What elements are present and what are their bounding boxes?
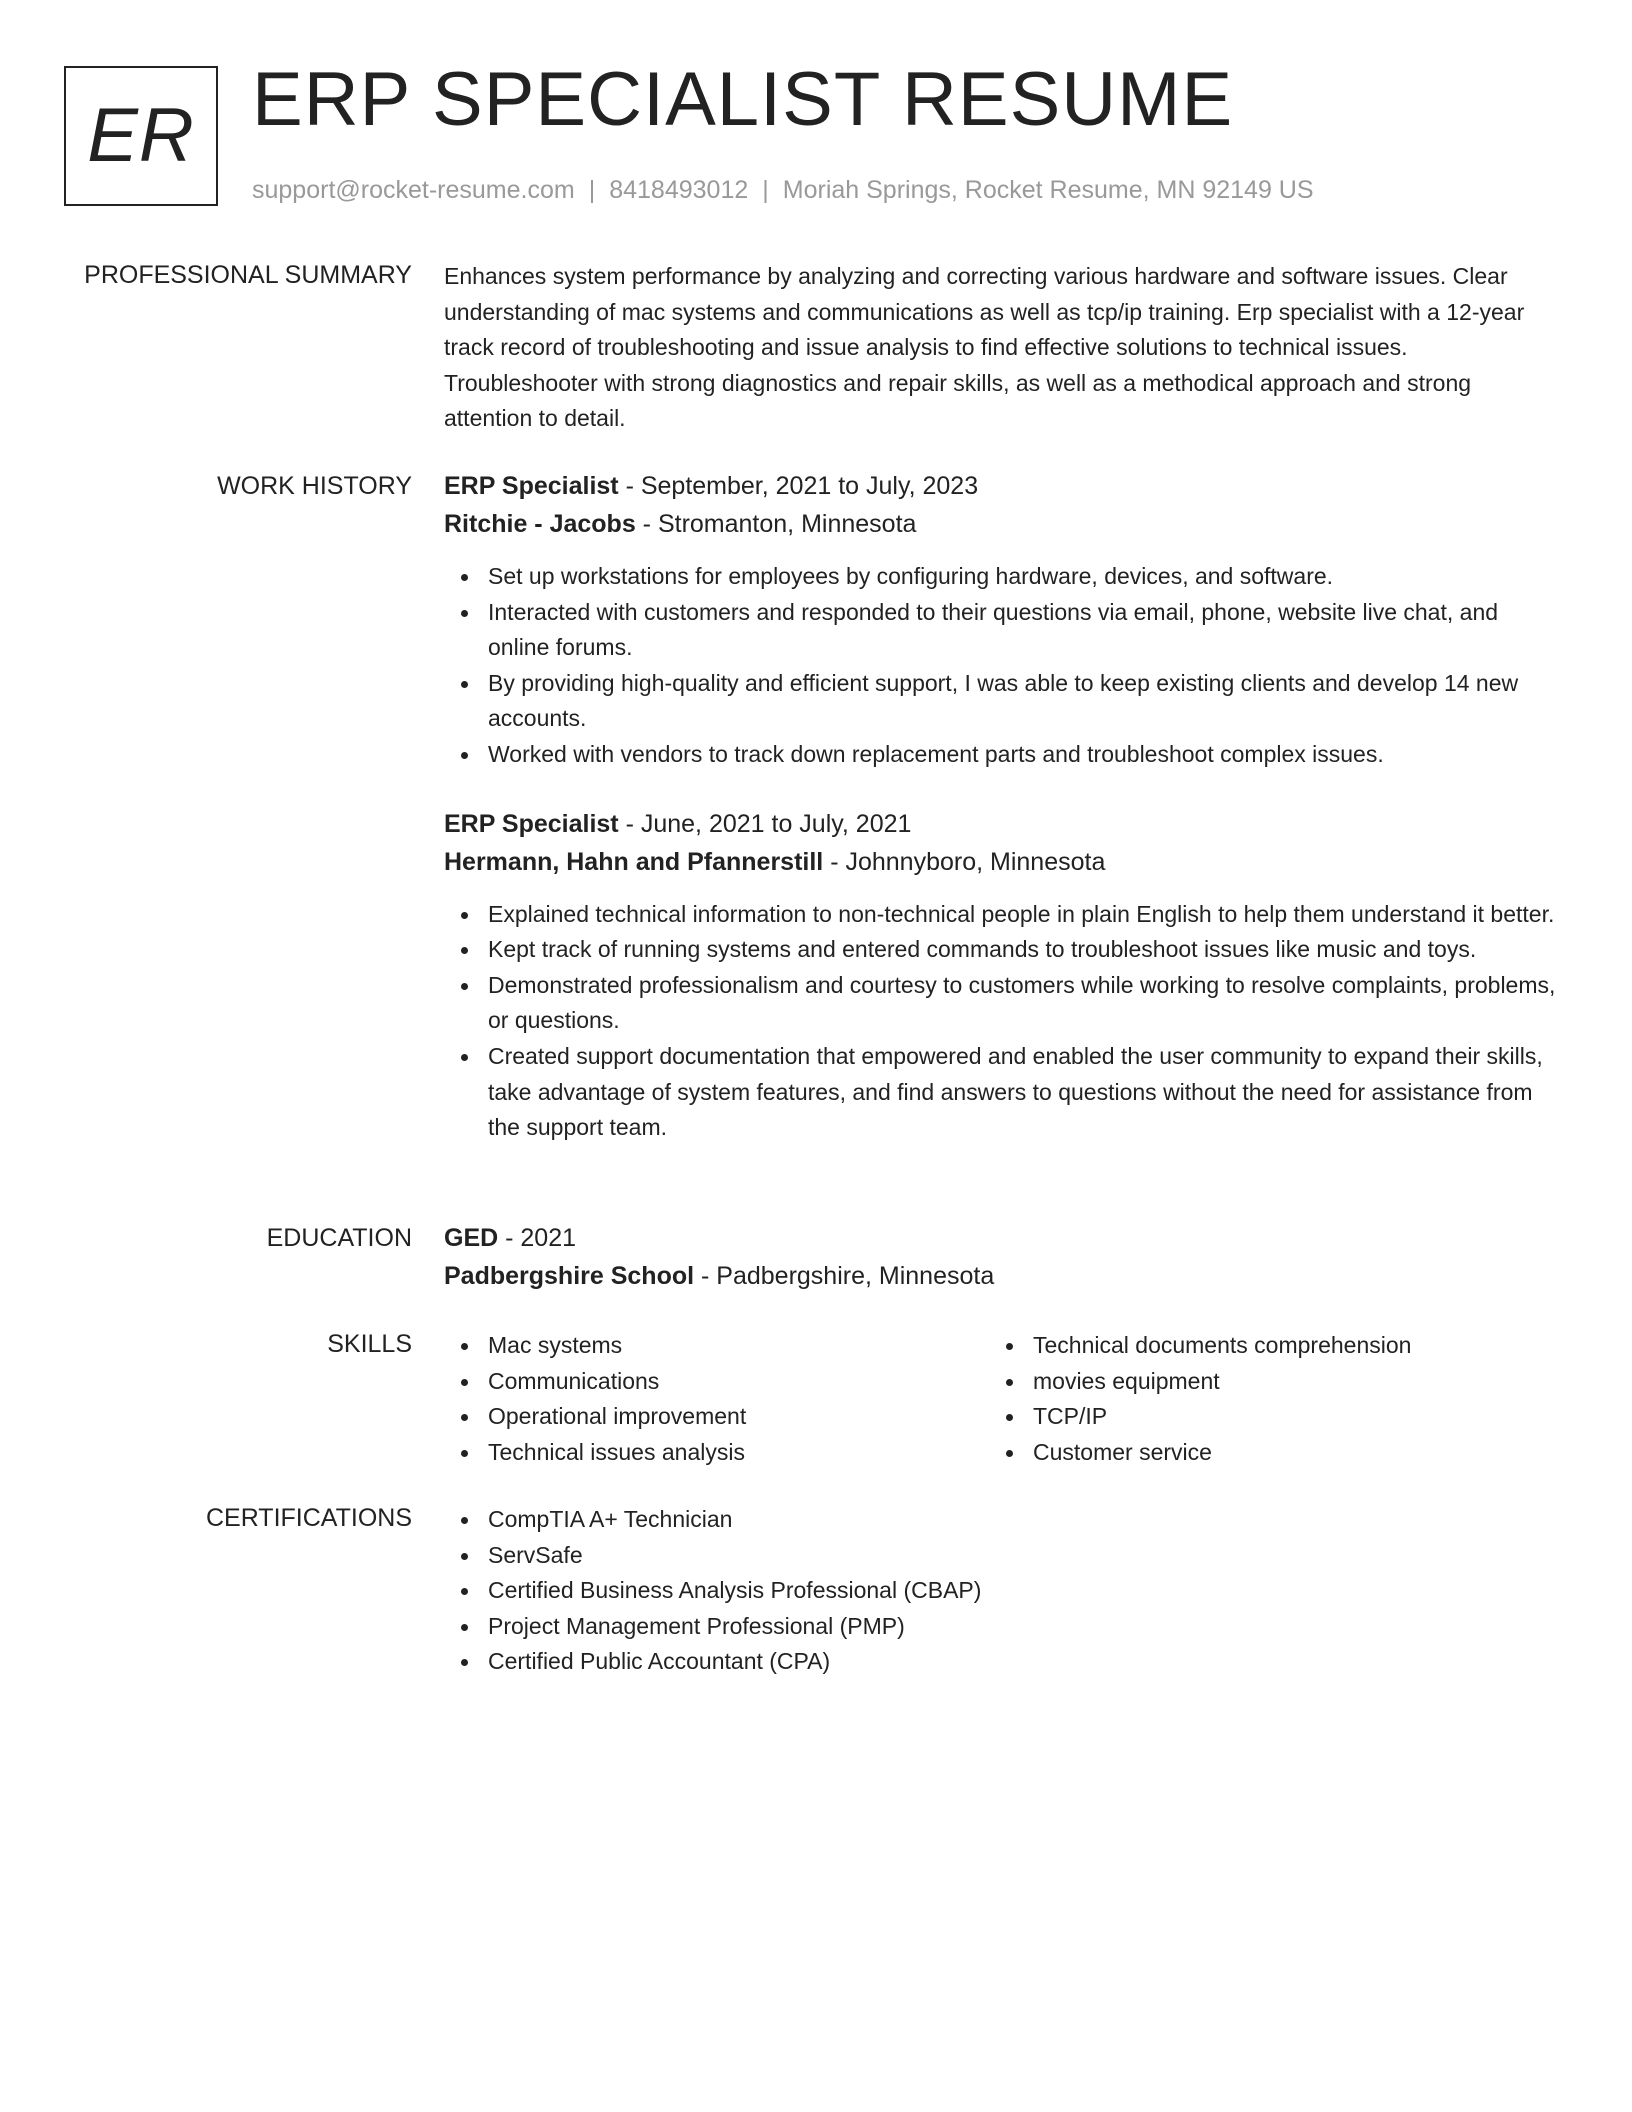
- job-company: Ritchie - Jacobs: [444, 510, 636, 538]
- skills-list-right: [989, 1328, 1534, 1470]
- job-bullet: Worked with vendors to track down replacement parts and troubleshoot complex issues.: [444, 737, 1556, 773]
- section-heading-education: EDUCATION: [266, 1224, 412, 1252]
- job-company: Hermann, Hahn and Pfannerstill: [444, 847, 824, 876]
- contact-separator: |: [588, 176, 596, 204]
- job-bullets: [444, 897, 1556, 1146]
- section-heading-certifications: CERTIFICATIONS: [205, 1504, 412, 1532]
- skill-item: Customer service: [989, 1435, 1534, 1471]
- section-heading-work-history: WORK HISTORY: [217, 472, 412, 500]
- skill-item: movies equipment: [989, 1364, 1534, 1400]
- job-title: ERP Specialist: [444, 472, 619, 500]
- job-dates: - September, 2021 to July, 2023: [618, 472, 979, 500]
- job-entry: [444, 805, 1556, 1146]
- certification-item: Certified Business Analysis Professional (CBAP): [444, 1573, 1556, 1609]
- certification-item: Project Management Professional (PMP): [444, 1609, 1556, 1645]
- education-degree-line: [444, 1219, 1556, 1257]
- skill-item: TCP/IP: [989, 1399, 1534, 1435]
- certification-item: CompTIA A+ Technician: [444, 1502, 1556, 1538]
- contact-separator: |: [762, 176, 769, 204]
- job-bullet: Demonstrated professionalism and courtesy to customers while working to resolve complaints, problems, or questions.: [444, 968, 1556, 1039]
- skill-item: Operational improvement: [444, 1399, 989, 1435]
- certifications-list: [444, 1502, 1556, 1680]
- section-heading-skills: SKILLS: [327, 1330, 412, 1358]
- job-dates: - June, 2021 to July, 2021: [618, 809, 912, 838]
- job-bullet: Explained technical information to non-technical people in plain English to help them understand it better.: [444, 897, 1556, 933]
- contact-email[interactable]: support@rocket-resume.com: [252, 176, 575, 204]
- job-location: - Johnnyboro, Minnesota: [823, 847, 1106, 876]
- certification-item: Certified Public Accountant (CPA): [444, 1644, 1556, 1680]
- job-title: ERP Specialist: [444, 809, 619, 838]
- skills-list-left: [444, 1328, 989, 1470]
- contact-phone[interactable]: 8418493012: [609, 176, 749, 204]
- job-entry: [444, 467, 1556, 773]
- skills-grid: [444, 1328, 1556, 1470]
- monogram-box: [64, 66, 218, 206]
- job-location: - Stromanton, Minnesota: [635, 510, 917, 538]
- education-year: - 2021: [498, 1224, 577, 1252]
- monogram-initials: ER: [87, 93, 195, 178]
- section-heading-summary: PROFESSIONAL SUMMARY: [84, 261, 412, 289]
- summary-text: Enhances system performance by analyzing and correcting various hardware and software issues. Clear understanding of mac systems and communications as well as tcp/ip training. Erp specialist with a 12-year track record of troubleshooting and issue analysis to find effective solutions to technical issues. Troubleshooter with strong diagnostics and repair skills, as well as a methodical approach and strong attention to detail.: [444, 263, 1525, 432]
- education-degree: GED: [444, 1224, 499, 1252]
- skill-item: Mac systems: [444, 1328, 989, 1364]
- education-school: Padbergshire School: [444, 1262, 695, 1290]
- skill-item: Technical issues analysis: [444, 1435, 989, 1471]
- job-bullet: Created support documentation that empowered and enabled the user community to expand their skills, take advantage of system features, and find answers to questions without the need for assistance from the support team.: [444, 1039, 1556, 1146]
- contact-address: Moriah Springs, Rocket Resume, MN 92149 US: [782, 176, 1314, 204]
- skill-item: Technical documents comprehension: [989, 1328, 1534, 1364]
- job-company-line: [444, 505, 1556, 543]
- job-bullet: Set up workstations for employees by configuring hardware, devices, and software.: [444, 559, 1556, 595]
- job-bullets: [444, 559, 1556, 773]
- job-company-line: [444, 843, 1556, 881]
- education-school-line: [444, 1257, 1556, 1295]
- skill-item: Communications: [444, 1364, 989, 1400]
- resume-title: ERP SPECIALIST RESUME: [252, 57, 1234, 142]
- contact-line: [252, 174, 1314, 206]
- education-location: - Padbergshire, Minnesota: [694, 1262, 995, 1290]
- job-bullet: Kept track of running systems and entered commands to troubleshoot issues like music and toys.: [444, 932, 1556, 968]
- job-bullet: Interacted with customers and responded to their questions via email, phone, website live chat, and online forums.: [444, 595, 1556, 666]
- job-title-line: [444, 805, 1556, 843]
- job-title-line: [444, 467, 1556, 505]
- job-bullet: By providing high-quality and efficient support, I was able to keep existing clients and develop 14 new accounts.: [444, 666, 1556, 737]
- certification-item: ServSafe: [444, 1538, 1556, 1574]
